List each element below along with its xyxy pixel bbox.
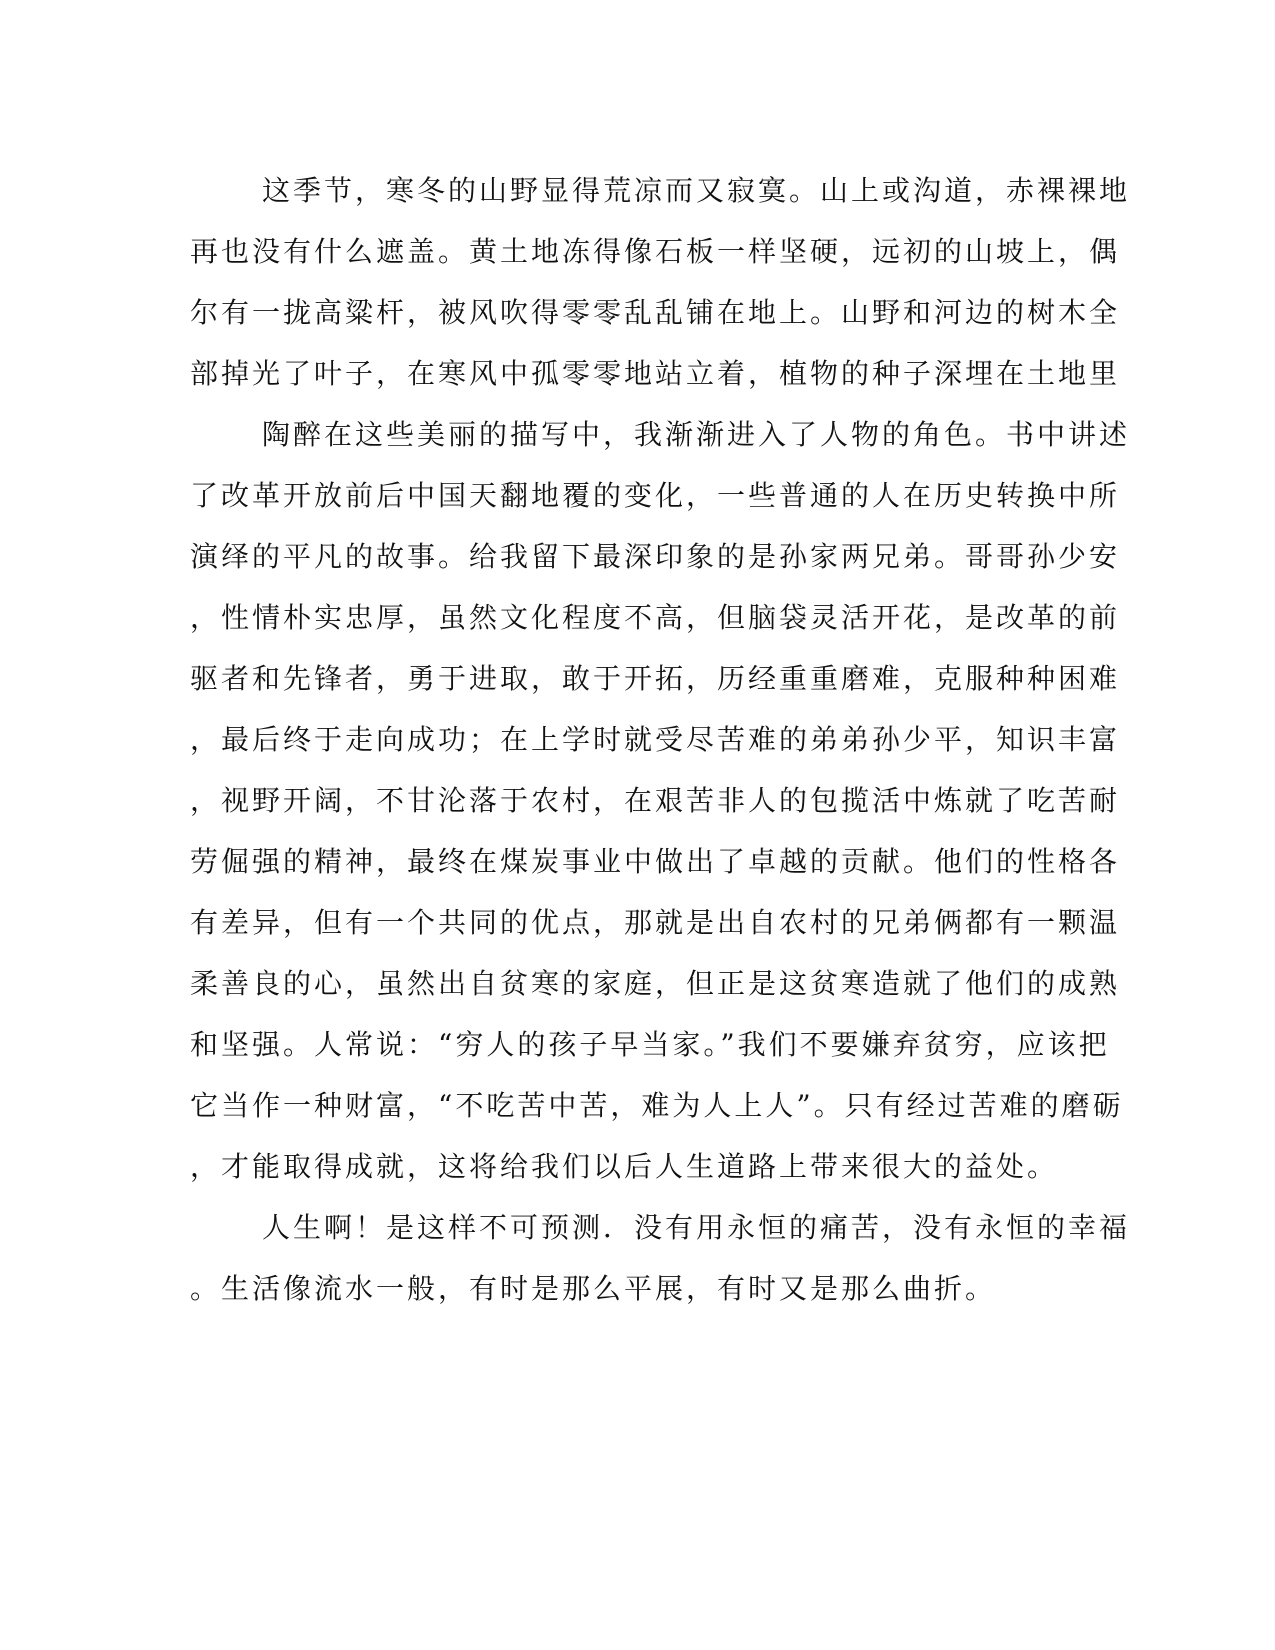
text-line: 劳倔强的精神，最终在煤炭事业中做出了卓越的贡献。他们的性格各 <box>190 845 1121 878</box>
document-body <box>190 160 1131 1319</box>
paragraph <box>190 1197 1131 1319</box>
text-line: 驱者和先锋者，勇于进取，敢于开拓，历经重重磨难，克服种种困难 <box>190 662 1121 695</box>
text-line: 演绎的平凡的故事。给我留下最深印象的是孙家两兄弟。哥哥孙少安 <box>190 540 1121 573</box>
text-line: 再也没有什么遮盖。黄土地冻得像石板一样坚硬，远初的山坡上，偶 <box>190 235 1121 268</box>
text-line: 和坚强。人常说：“穷人的孩子早当家。”我们不要嫌弃贫穷，应该把 <box>190 1028 1110 1061</box>
text-line: 。生活像流水一般，有时是那么平展，有时又是那么曲折。 <box>190 1272 997 1305</box>
text-line: ，才能取得成就，这将给我们以后人生道路上带来很大的益处。 <box>190 1150 1059 1183</box>
paragraph <box>190 160 1131 404</box>
text-line: 了改革开放前后中国天翻地覆的变化，一些普通的人在历史转换中所 <box>190 479 1121 512</box>
text-line: 柔善良的心，虽然出自贫寒的家庭，但正是这贫寒造就了他们的成熟 <box>190 967 1121 1000</box>
text-line: 尔有一拢高粱杆，被风吹得零零乱乱铺在地上。山野和河边的树木全 <box>190 296 1121 329</box>
text-line: 人生啊！是这样不可预测．没有用永恒的痛苦，没有永恒的幸福 <box>262 1211 1131 1244</box>
text-line: 它当作一种财富，“不吃苦中苦，难为人上人”。只有经过苦难的磨砺 <box>190 1089 1124 1122</box>
text-line: ，视野开阔，不甘沦落于农村，在艰苦非人的包揽活中炼就了吃苦耐 <box>190 784 1121 817</box>
text-line: 陶醉在这些美丽的描写中，我渐渐进入了人物的角色。书中讲述 <box>262 418 1131 451</box>
text-line: 这季节，寒冬的山野显得荒凉而又寂寞。山上或沟道，赤裸裸地 <box>262 174 1131 207</box>
text-line: ，最后终于走向成功；在上学时就受尽苦难的弟弟孙少平，知识丰富 <box>190 723 1121 756</box>
paragraph <box>190 404 1131 1197</box>
text-line: ，性情朴实忠厚，虽然文化程度不高，但脑袋灵活开花，是改革的前 <box>190 601 1121 634</box>
text-line: 部掉光了叶子，在寒风中孤零零地站立着，植物的种子深埋在土地里 <box>190 357 1121 390</box>
text-line: 有差异，但有一个共同的优点，那就是出自农村的兄弟俩都有一颗温 <box>190 906 1121 939</box>
